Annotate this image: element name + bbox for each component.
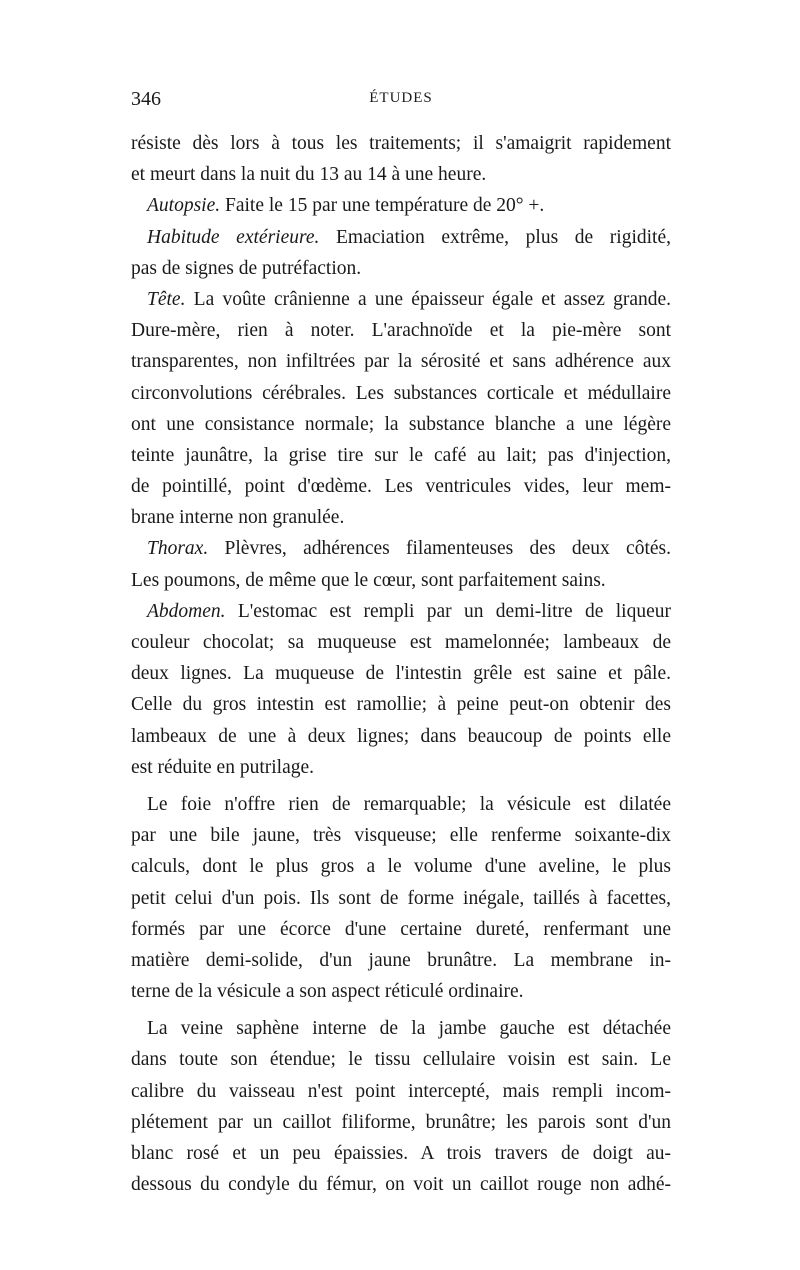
book-page [131,88,671,1200]
text-line: ont une consistance normale; la substance blanche a une légère [131,413,671,435]
section-lead: Autopsie. [147,195,221,217]
text-line: pas de signes de putréfaction. [131,257,362,279]
text-line: est réduite en putrilage. [131,756,315,778]
text-line: calculs, dont le plus gros a le volume d'une aveline, le plus [131,856,671,878]
body-text [131,128,671,1200]
text-line: deux lignes. La muqueuse de l'intestin grêle est saine et pâle. [131,663,671,685]
text-fragment: Emaciation extrême, plus de rigidité, [319,226,671,248]
text-fragment: Faite le 15 par une température de 20° +. [220,195,545,217]
text-line: résiste dès lors à tous les traitements; il s'amaigrit rapidement [131,133,671,154]
text-fragment: Plèvres, adhérences filamenteuses des deux côtés. [208,538,671,560]
text-line: Les poumons, de même que le cœur, sont parfaitement sains. [131,569,606,591]
text-fragment: L'estomac est rempli par un demi-litre de liqueur [225,600,671,622]
section-lead: Thorax. [147,538,209,560]
text-line: formés par une écorce d'une certaine dureté, renfermant une [131,918,671,940]
section-lead: Tête. [147,288,186,310]
text-line: petit celui d'un pois. Ils sont de forme inégale, taillés à facettes, [131,887,671,909]
paragraph-habitude [131,222,671,253]
text-line: couleur chocolat; sa muqueuse est mamelonnée; lambeaux de [131,632,671,653]
text-line: circonvolutions cérébrales. Les substances corticale et médullaire [131,382,671,404]
section-title: ÉTUDES [369,90,433,106]
paragraph-veine: La veine saphène interne de la jambe gauche est détachée [147,1018,671,1040]
paragraph-thorax [131,533,671,564]
text-line: Dure-mère, rien à noter. L'arachnoïde et la pie-mère sont [131,320,671,342]
paragraph-abdomen [131,596,671,627]
text-line: terne de la vésicule a son aspect réticulé ordinaire. [131,981,524,1003]
text-line: brane interne non granulée. [131,507,345,529]
section-lead: Abdomen. [147,600,226,622]
text-line: par une bile jaune, très visqueuse; elle renferme soixante-dix [131,825,671,847]
text-line: calibre du vaisseau n'est point intercepté, mais rempli incom- [131,1080,671,1102]
paragraph-foie: Le foie n'offre rien de remarquable; la vésicule est dilatée [147,793,671,815]
paragraph-tete [131,284,671,315]
page-number: 346 [131,88,161,110]
text-line: blanc rosé et un peu épaissies. A trois travers de doigt au- [131,1143,671,1164]
text-line: et meurt dans la nuit du 13 au 14 à une heure. [131,164,487,186]
text-line: matière demi-solide, d'un jaune brunâtre. La membrane in- [131,949,671,971]
paragraph-autopsie [131,190,671,221]
section-lead: Habitude extérieure. [147,226,320,248]
text-line: teinte jaunâtre, la grise tire sur le café au lait; pas d'injection, [131,444,671,466]
text-line: transparentes, non infiltrées par la sérosité et sans adhérence aux [131,351,671,373]
running-head [131,88,671,118]
text-line: Celle du gros intestin est ramollie; à peine peut-on obtenir des [131,694,671,716]
text-line: de pointillé, point d'œdème. Les ventricules vides, leur mem- [131,476,671,498]
text-line: dans toute son étendue; le tissu cellulaire voisin est sain. Le [131,1049,671,1071]
text-line: plétement par un caillot filiforme, brunâtre; les parois sont d'un [131,1111,671,1133]
text-line: dessous du condyle du fémur, on voit un caillot rouge non adhé- [131,1174,671,1196]
text-line: lambeaux de une à deux lignes; dans beaucoup de points elle [131,725,671,747]
text-fragment: La voûte crânienne a une épaisseur égale et assez grande. [185,288,671,310]
